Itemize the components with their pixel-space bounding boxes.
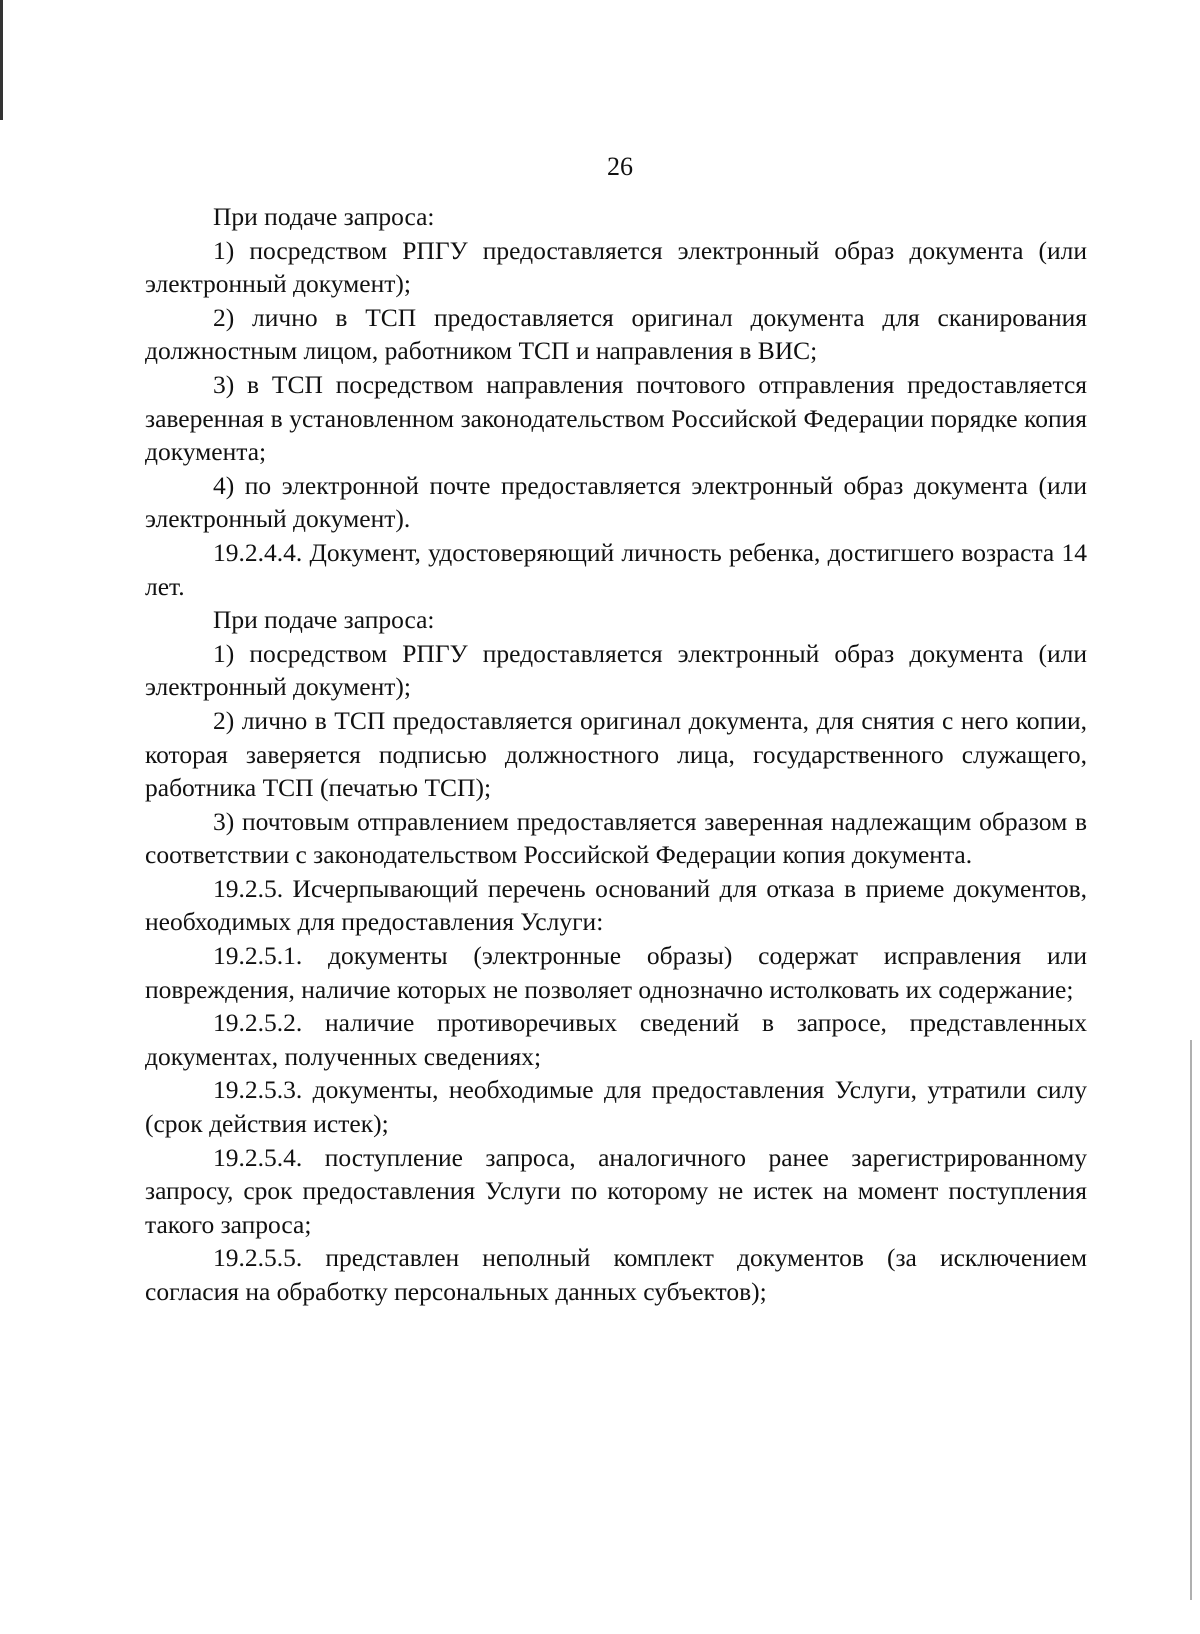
paragraph: 19.2.5.1. документы (электронные образы) содержат исправления или повреждения, наличие которых не позволяет однозначно истолковать их содержание; (145, 941, 1087, 1004)
document-body (145, 200, 1087, 1309)
paragraph: 19.2.5.5. представлен неполный комплект документов (за исключением согласия на обработку персональных данных субъектов); (145, 1243, 1087, 1306)
paragraph: 19.2.5.2. наличие противоречивых сведений в запросе, представленных документах, полученных сведениях; (145, 1008, 1087, 1071)
paragraph: 19.2.5. Исчерпывающий перечень оснований для отказа в приеме документов, необходимых для предоставления Услуги: (145, 873, 1087, 937)
paragraph: 3) почтовым отправлением предоставляется заверенная надлежащим образом в соответствии с законодательством Российской Федерации копия документа. (145, 806, 1087, 870)
paragraph: При подаче запроса: (213, 605, 435, 635)
paragraph: 19.2.5.4. поступление запроса, аналогичного ранее зарегистрированному запросу, срок предоставления Услуги по которому не истек на момент поступления такого запроса; (145, 1142, 1087, 1239)
paragraph: 1) посредством РПГУ предоставляется электронный образ документа (или электронный документ); (145, 638, 1087, 702)
paragraph: При подаче запроса: (213, 202, 435, 231)
scan-edge-mark (0, 0, 3, 120)
scan-edge-mark (1190, 1040, 1192, 1600)
paragraph: 19.2.5.3. документы, необходимые для предоставления Услуги, утратили силу (срок действия истек); (145, 1075, 1087, 1139)
page-number: 26 (607, 152, 633, 181)
paragraph: 3) в ТСП посредством направления почтового отправления предоставляется заверенная в установленном законодательством Российской Федерации порядке копия документа; (145, 369, 1087, 467)
paragraph: 2) лично в ТСП предоставляется оригинал документа, для снятия с него копии, которая заверяется подписью должностного лица, государственного служащего, работника ТСП (печатью ТСП); (145, 705, 1087, 803)
paragraph: 2) лично в ТСП предоставляется оригинал документа для сканирования должностным лицом, работником ТСП и направления в ВИС; (145, 302, 1087, 366)
paragraph: 1) посредством РПГУ предоставляется электронный образ документа (или электронный документ); (145, 235, 1087, 299)
paragraph: 4) по электронной почте предоставляется электронный образ документа (или электронный документ). (145, 470, 1087, 534)
paragraph: 19.2.4.4. Документ, удостоверяющий личность ребенка, достигшего возраста 14 лет. (145, 537, 1087, 601)
